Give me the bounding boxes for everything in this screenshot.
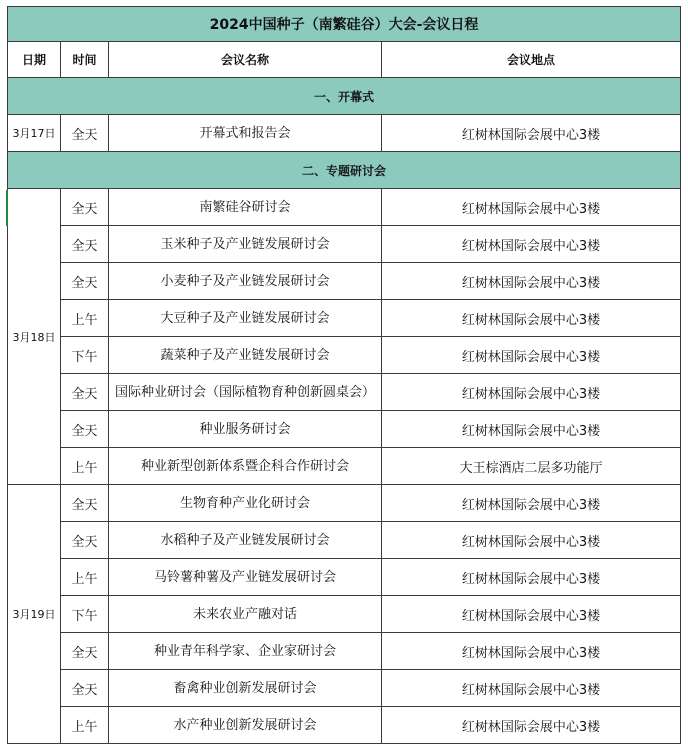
section-opening: 一、开幕式 — [8, 78, 681, 115]
meeting-name-cell: 蔬菜种子及产业链发展研讨会 — [109, 337, 382, 374]
venue-cell: 红树林国际会展中心3楼 — [382, 559, 681, 596]
time-cell: 全天 — [61, 374, 109, 411]
table-row — [8, 374, 681, 411]
schedule-title: 2024中国种子（南繁硅谷）大会-会议日程 — [8, 7, 681, 42]
venue-cell: 红树林国际会展中心3楼 — [382, 485, 681, 522]
table-row — [8, 300, 681, 337]
header-venue: 会议地点 — [382, 42, 681, 78]
venue-cell: 红树林国际会展中心3楼 — [382, 115, 681, 152]
meeting-name-cell: 生物育种产业化研讨会 — [109, 485, 382, 522]
header-name: 会议名称 — [109, 42, 382, 78]
schedule-sheet — [7, 6, 680, 744]
meeting-name-cell: 马铃薯种薯及产业链发展研讨会 — [109, 559, 382, 596]
venue-cell: 红树林国际会展中心3楼 — [382, 189, 681, 226]
meeting-name-cell: 南繁硅谷研讨会 — [109, 189, 382, 226]
time-cell: 全天 — [61, 263, 109, 300]
table-row — [8, 559, 681, 596]
time-cell: 全天 — [61, 226, 109, 263]
venue-cell: 红树林国际会展中心3楼 — [382, 411, 681, 448]
section-seminars: 二、专题研讨会 — [8, 152, 681, 189]
meeting-name-cell: 种业青年科学家、企业家研讨会 — [109, 633, 382, 670]
meeting-name-cell: 水产种业创新发展研讨会 — [109, 707, 382, 744]
time-cell: 下午 — [61, 596, 109, 633]
header-time: 时间 — [61, 42, 109, 78]
venue-cell: 红树林国际会展中心3楼 — [382, 300, 681, 337]
table-row — [8, 596, 681, 633]
table-row — [8, 485, 681, 522]
meeting-name-cell: 种业新型创新体系暨企科合作研讨会 — [109, 448, 382, 485]
table-row — [8, 633, 681, 670]
meeting-name-cell: 种业服务研讨会 — [109, 411, 382, 448]
meeting-name-cell: 玉米种子及产业链发展研讨会 — [109, 226, 382, 263]
table-row — [8, 115, 681, 152]
table-row — [8, 522, 681, 559]
meeting-name-cell: 国际种业研讨会（国际植物育种创新圆桌会） — [109, 374, 382, 411]
venue-cell: 红树林国际会展中心3楼 — [382, 374, 681, 411]
time-cell: 全天 — [61, 189, 109, 226]
venue-cell: 红树林国际会展中心3楼 — [382, 226, 681, 263]
date-cell: 3月17日 — [8, 115, 61, 152]
time-cell: 上午 — [61, 559, 109, 596]
time-cell: 全天 — [61, 485, 109, 522]
header-date: 日期 — [8, 42, 61, 78]
meeting-name-cell: 开幕式和报告会 — [109, 115, 382, 152]
table-row — [8, 411, 681, 448]
meeting-name-cell: 畜禽种业创新发展研讨会 — [109, 670, 382, 707]
table-row — [8, 670, 681, 707]
venue-cell: 红树林国际会展中心3楼 — [382, 633, 681, 670]
table-row — [8, 189, 681, 226]
venue-cell: 红树林国际会展中心3楼 — [382, 337, 681, 374]
venue-cell: 红树林国际会展中心3楼 — [382, 596, 681, 633]
time-cell: 全天 — [61, 115, 109, 152]
meeting-name-cell: 大豆种子及产业链发展研讨会 — [109, 300, 382, 337]
venue-cell: 红树林国际会展中心3楼 — [382, 670, 681, 707]
meeting-name-cell: 未来农业产融对话 — [109, 596, 382, 633]
time-cell: 上午 — [61, 707, 109, 744]
venue-cell: 红树林国际会展中心3楼 — [382, 707, 681, 744]
time-cell: 上午 — [61, 300, 109, 337]
time-cell: 全天 — [61, 411, 109, 448]
table-row — [8, 226, 681, 263]
table-row — [8, 337, 681, 374]
schedule-table — [7, 6, 681, 744]
table-row — [8, 448, 681, 485]
date-cell: 3月19日 — [8, 485, 61, 744]
meeting-name-cell: 小麦种子及产业链发展研讨会 — [109, 263, 382, 300]
time-cell: 下午 — [61, 337, 109, 374]
table-row — [8, 707, 681, 744]
time-cell: 上午 — [61, 448, 109, 485]
venue-cell: 红树林国际会展中心3楼 — [382, 522, 681, 559]
venue-cell: 大王棕酒店二层多功能厅 — [382, 448, 681, 485]
active-cell-marker — [6, 190, 8, 226]
time-cell: 全天 — [61, 633, 109, 670]
table-row — [8, 263, 681, 300]
date-cell: 3月18日 — [8, 189, 61, 485]
meeting-name-cell: 水稻种子及产业链发展研讨会 — [109, 522, 382, 559]
time-cell: 全天 — [61, 670, 109, 707]
venue-cell: 红树林国际会展中心3楼 — [382, 263, 681, 300]
time-cell: 全天 — [61, 522, 109, 559]
